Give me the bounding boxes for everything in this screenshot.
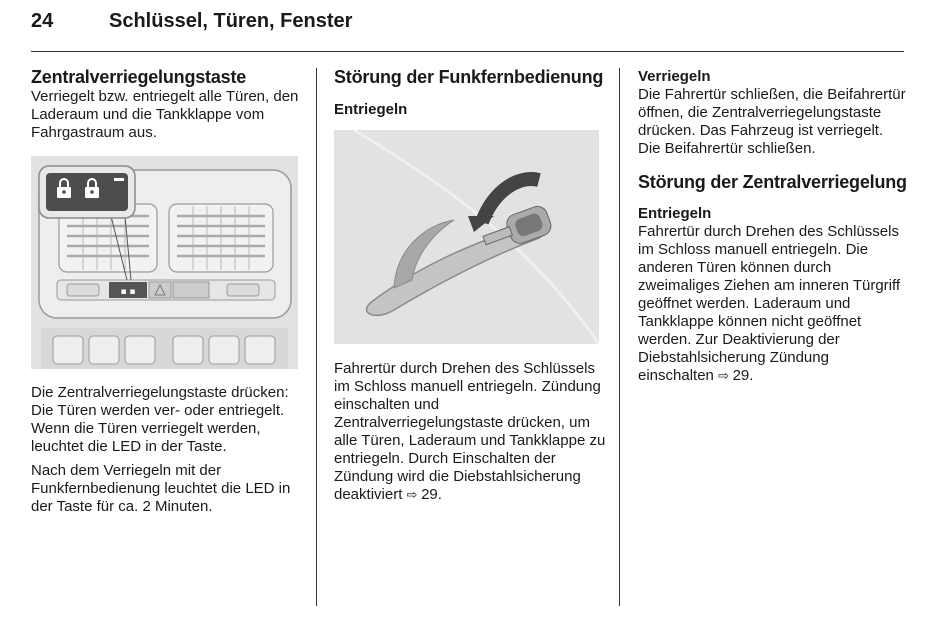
subheading-entriegeln: Entriegeln	[638, 205, 712, 222]
column-divider-2	[619, 68, 620, 606]
column-2-lower	[334, 360, 606, 504]
door-handle-key-illustration	[334, 130, 599, 344]
lock-instructions: Die Fahrertür schließen, die Beifahrertür öffnen, die Zentralverriegelungstaste drücken. Das Fahrzeug ist verriegelt. Die Beifahrertür schließen.	[638, 86, 906, 157]
column-3	[638, 68, 908, 385]
section-heading: Störung der Funkfernbedienung	[334, 67, 604, 87]
page-header	[31, 10, 352, 33]
dashboard-button-illustration	[31, 156, 298, 369]
svg-text:▪ ▪: ▪ ▪	[120, 287, 136, 297]
column-1	[31, 66, 303, 142]
failure-body: Fahrertür durch Drehen des Schlüssels im Schloss manuell entriegeln. Die anderen Türen können durch zweimaliges Ziehen am inneren Türgriff geöffnet werden. Laderaum und Tankklappe können nicht geöffnet werden. Zur Deaktivierung der Diebstahlsicherung Zündung einschalten	[638, 223, 901, 384]
unlock-body: Fahrertür durch Drehen des Schlüssels im Schloss manuell entriegeln. Zündung einschalten und Zentralverriegelungstaste drücken, um alle Türen, Laderaum und Tankklappe zu entriegeln. Durch Einschalten der Zündung wird die Diebstahlsicherung deaktiviert	[334, 360, 606, 503]
chapter-title: Schlüssel, Türen, Fenster	[109, 10, 353, 32]
section-heading: Zentralverriegelungstaste	[31, 67, 247, 87]
page-number: 24	[31, 10, 54, 32]
column-2	[334, 66, 606, 119]
led-description: Nach dem Verriegeln mit der Funkfernbedienung leuchtet die LED in der Taste für ca. 2 Minuten.	[31, 462, 291, 515]
column-divider-1	[316, 68, 317, 606]
central-lock-failure-instructions	[638, 223, 908, 385]
page-reference-link[interactable]: ⇨ 29.	[407, 486, 442, 503]
intro-text: Verriegelt bzw. entriegelt alle Türen, den Laderaum und die Tankklappe vom Fahrgastraum aus.	[31, 88, 299, 141]
page-reference-link[interactable]: ⇨ 29.	[718, 367, 753, 384]
unlock-instructions	[334, 360, 606, 504]
button-description: Die Zentralverriegelungstaste drücken: Die Türen werden ver- oder entriegelt. Wenn die Türen verriegelt werden, leuchtet die LED in der Taste.	[31, 384, 289, 455]
header-rule	[31, 51, 904, 52]
subheading: Entriegeln	[334, 101, 408, 118]
section-heading: Störung der Zentralverriegelung	[638, 172, 907, 192]
subheading-verriegeln: Verriegeln	[638, 68, 711, 85]
column-1-lower	[31, 384, 303, 516]
